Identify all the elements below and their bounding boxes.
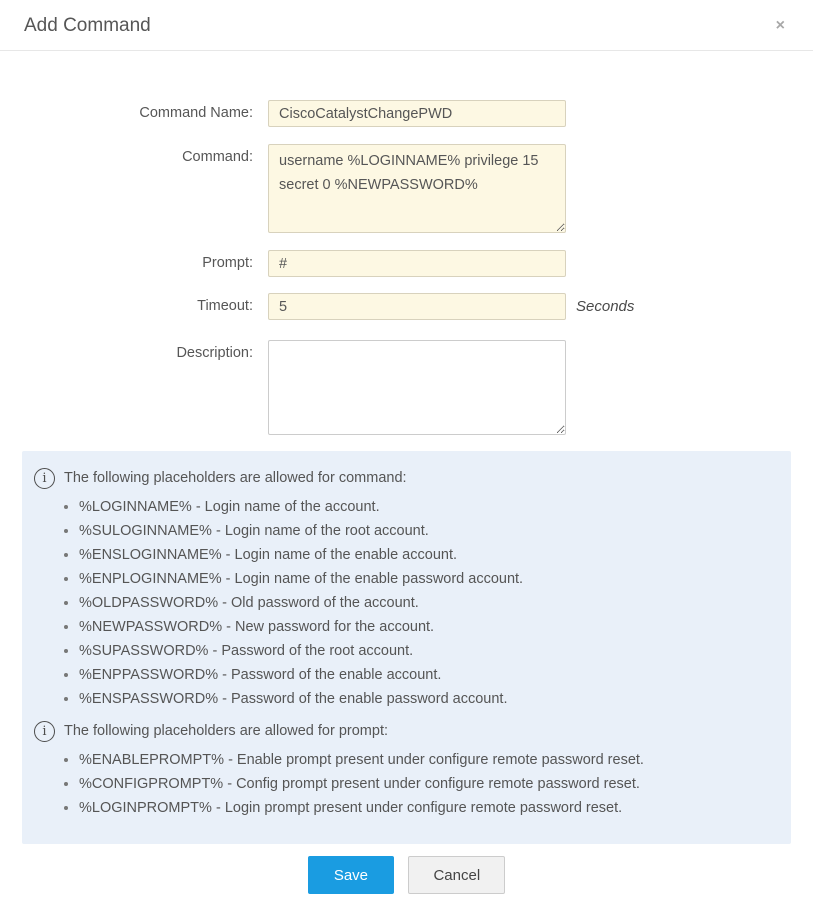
prompt-row (0, 250, 813, 277)
timeout-input[interactable] (268, 293, 566, 320)
placeholder-item: • %SULOGINNAME% - Login name of the root account. (79, 519, 773, 543)
command-placeholders-section (34, 467, 773, 711)
command-form (0, 51, 813, 435)
command-name-label: Command Name: (139, 105, 253, 121)
prompt-placeholders-heading-row (34, 720, 773, 742)
info-icon: i (34, 468, 55, 489)
command-textarea[interactable] (268, 144, 566, 233)
command-name-input[interactable] (268, 100, 566, 127)
prompt-input[interactable] (268, 250, 566, 277)
timeout-label: Timeout: (197, 298, 253, 314)
placeholder-item: • %OLDPASSWORD% - Old password of the account. (79, 591, 773, 615)
placeholder-item: • %ENABLEPROMPT% - Enable prompt present under configure remote password reset. (79, 748, 773, 772)
timeout-row (0, 293, 813, 320)
prompt-placeholders-list (34, 748, 773, 820)
close-icon[interactable]: × (775, 17, 785, 34)
placeholder-item: • %ENPPASSWORD% - Password of the enable account. (79, 663, 773, 687)
dialog-footer (0, 856, 813, 894)
timeout-unit-label: Seconds (576, 298, 635, 315)
dialog-header (0, 0, 813, 51)
placeholder-item: • %LOGINPROMPT% - Login prompt present under configure remote password reset. (79, 796, 773, 820)
command-placeholders-heading: The following placeholders are allowed for command: (64, 470, 407, 486)
placeholder-item: • %SUPASSWORD% - Password of the root account. (79, 639, 773, 663)
prompt-placeholders-section (34, 720, 773, 820)
prompt-placeholders-heading: The following placeholders are allowed for prompt: (64, 723, 389, 739)
placeholder-item: • %CONFIGPROMPT% - Config prompt present under configure remote password reset. (79, 772, 773, 796)
placeholder-item: • %ENPLOGINNAME% - Login name of the enable password account. (79, 567, 773, 591)
placeholder-item: • %ENSLOGINNAME% - Login name of the enable account. (79, 543, 773, 567)
description-label: Description: (176, 345, 253, 361)
info-icon: i (34, 721, 55, 742)
command-name-row (0, 100, 813, 127)
description-textarea[interactable] (268, 340, 566, 435)
placeholder-item: • %NEWPASSWORD% - New password for the account. (79, 615, 773, 639)
command-placeholders-list (34, 495, 773, 711)
command-label: Command: (182, 149, 253, 165)
placeholders-info-panel (22, 451, 791, 844)
dialog-title: Add Command (24, 15, 151, 36)
command-placeholders-heading-row (34, 467, 773, 489)
save-button[interactable]: Save (308, 856, 394, 894)
cancel-button[interactable]: Cancel (408, 856, 505, 894)
description-row (0, 340, 813, 435)
prompt-label: Prompt: (202, 255, 253, 271)
placeholder-item: • %ENSPASSWORD% - Password of the enable password account. (79, 687, 773, 711)
command-row (0, 144, 813, 233)
placeholder-item: • %LOGINNAME% - Login name of the account. (79, 495, 773, 519)
